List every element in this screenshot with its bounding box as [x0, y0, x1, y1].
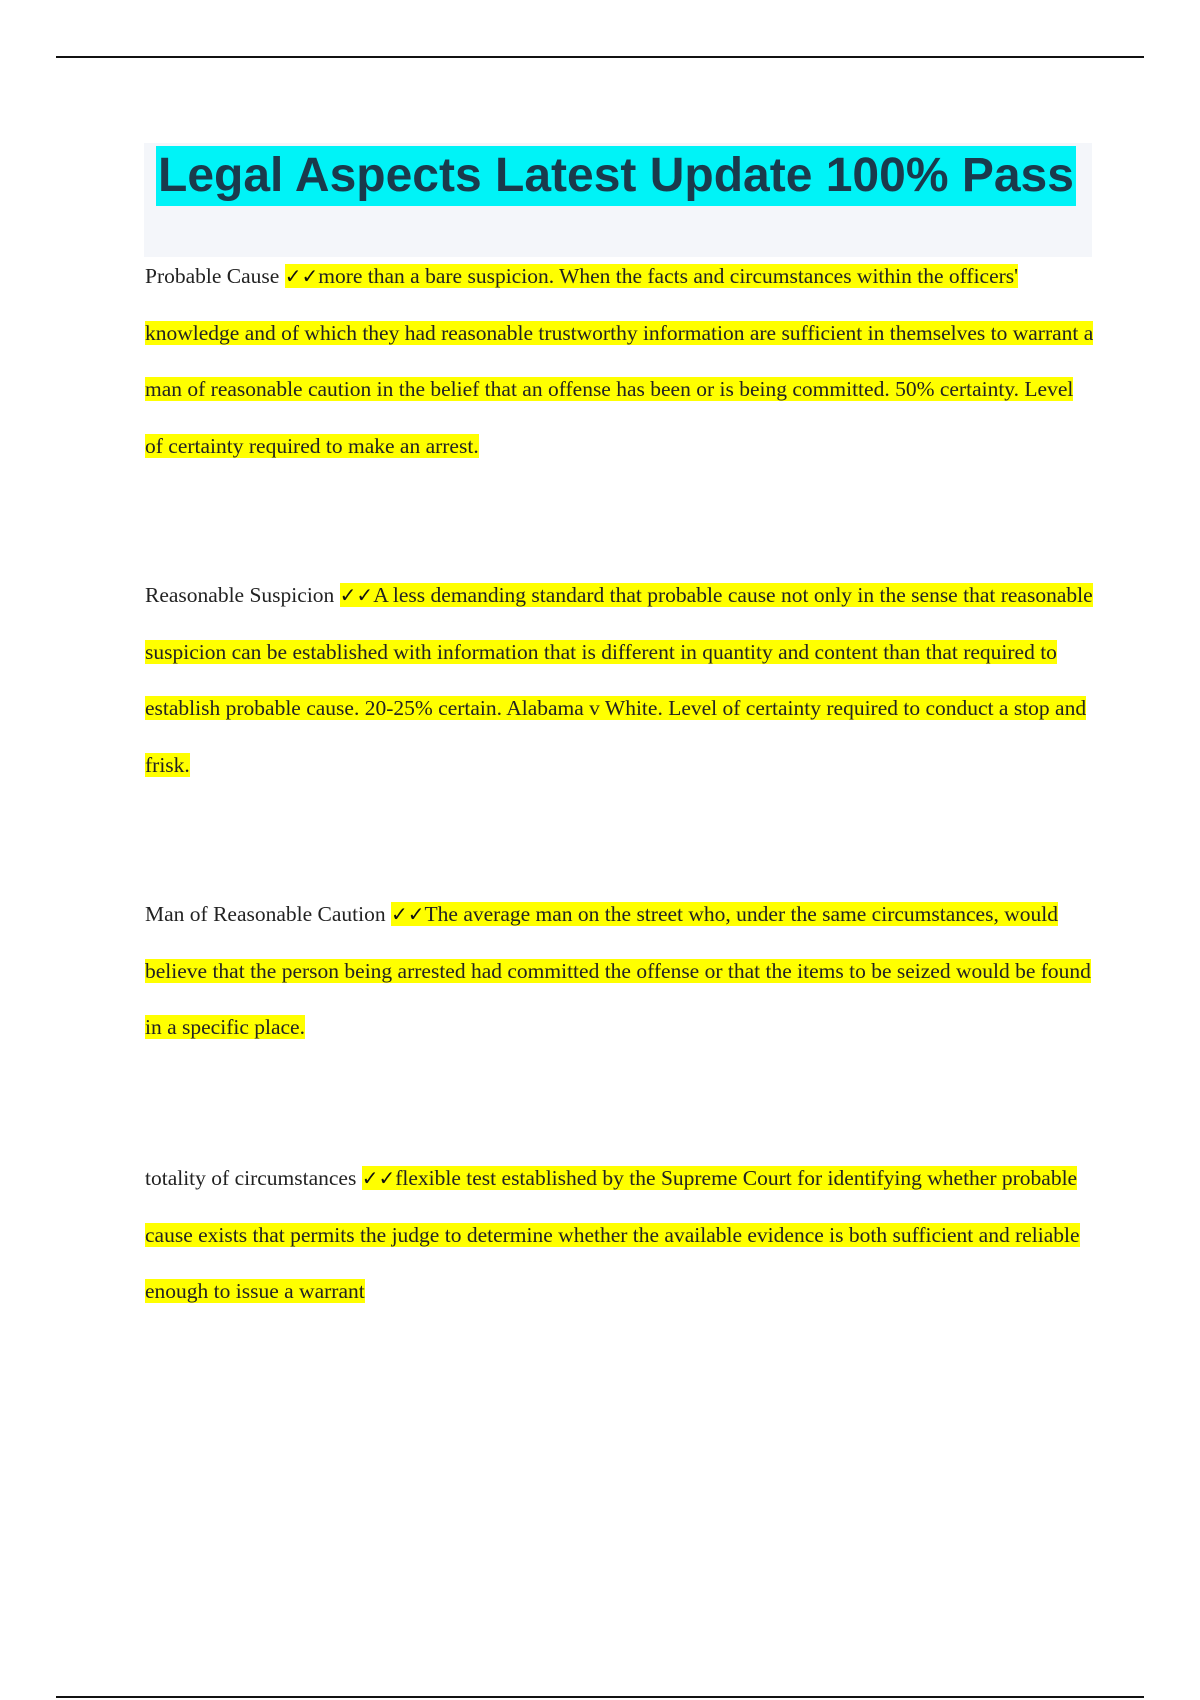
flashcard-entry [145, 248, 1095, 474]
double-check-icon: ✓✓ [361, 1166, 396, 1190]
definition-text: flexible test established by the Supreme Court for identifying whether probable cause exists that permits the judge to determine whether the available evidence is both sufficient and reliable enough to issue a warrant [145, 1166, 1080, 1303]
double-check-icon: ✓✓ [284, 264, 319, 288]
double-check-icon: ✓✓ [339, 583, 374, 607]
double-check-icon: ✓✓ [391, 902, 425, 926]
definition-highlight [145, 583, 1093, 777]
definition-text: A less demanding standard that probable cause not only in the sense that reasonable suspicion can be established with information that is different in quantity and content than that required to establish probable cause. 20-25% certain. Alabama v White. Level of certainty required to conduct a stop and frisk. [145, 583, 1093, 777]
definition-text: more than a bare suspicion. When the facts and circumstances within the officers' knowledge and of which they had reasonable trustworthy information are sufficient in themselves to warrant a man of reasonable caution in the belief that an offense has been or is being committed. 50% certainty. Level of certainty required to make an arrest. [145, 264, 1094, 458]
term-label: Probable Cause [145, 264, 280, 288]
bottom-rule [56, 1696, 1144, 1698]
term-label: Man of Reasonable Caution [145, 902, 386, 926]
definition-highlight [145, 264, 1093, 458]
top-rule [56, 56, 1144, 58]
flashcard-entry [145, 886, 1095, 1056]
term-label: Reasonable Suspicion [145, 583, 335, 607]
term-label: totality of circumstances [145, 1166, 357, 1190]
document-title: Legal Aspects Latest Update 100% Pass [156, 146, 1076, 206]
definition-text: The average man on the street who, under the same circumstances, would believe that the person being arrested had committed the offense or that the items to be seized would be found in a specific place. [145, 902, 1091, 1039]
flashcard-entry [145, 567, 1095, 793]
flashcard-entry [145, 1150, 1095, 1320]
